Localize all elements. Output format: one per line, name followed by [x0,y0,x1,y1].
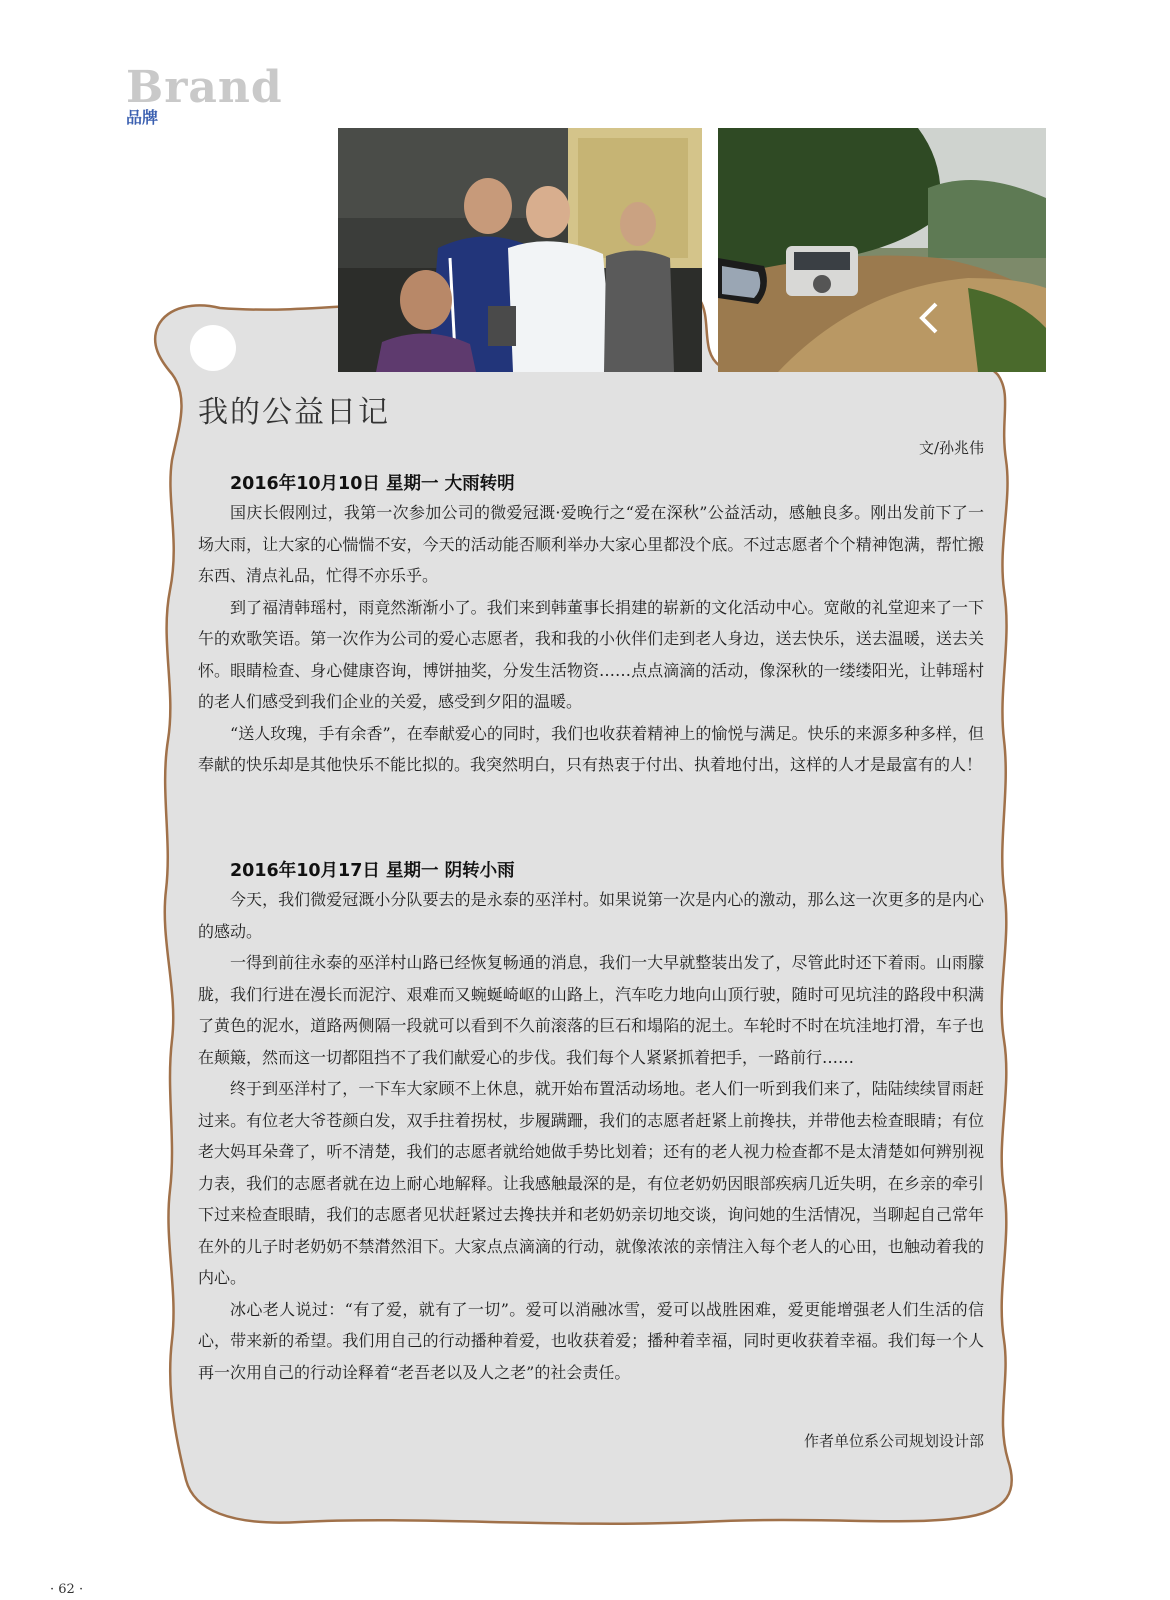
article-title: 我的公益日记 [198,395,390,430]
entry-1-date: 2016年10月10日 星期一 大雨转明 [230,474,515,494]
entry-2-paragraph-1: 今天，我们微爱冠溉小分队要去的是永泰的巫洋村。如果说第一次是内心的激动，那么这一次更多的是内心的感动。 [198,890,984,941]
entry-2-paragraph-4: 冰心老人说过：“有了爱，就有了一切”。爱可以消融冰雪，爱可以战胜困难，爱更能增强老人们生活的信心，带来新的希望。我们用自己的行动播种着爱，也收获着爱；播种着幸福，同时更收获着幸福。我们每一个人再一次用自己的行动诠释着“老吾老以及人之老”的社会责任。 [198,1299,984,1382]
brand-subheading: 品牌 [126,108,159,127]
entry-1-paragraph-3: “送人玫瑰，手有余香”，在奉献爱心的同时，我们也收获着精神上的愉悦与满足。快乐的来源多种多样，但奉献的快乐却是其他快乐不能比拟的。我突然明白，只有热衷于付出、执着地付出，这样的人才是最富有的人！ [198,723,984,774]
decorative-circle [190,325,236,371]
entry-1-paragraph-2: 到了福清韩瑶村，雨竟然渐渐小了。我们来到韩董事长捐建的崭新的文化活动中心。宽敞的礼堂迎来了一下午的欢歌笑语。第一次作为公司的爱心志愿者，我和我的小伙伴们走到老人身边，送去快乐，送去温暖，送去关怀。眼睛检查、身心健康咨询，博饼抽奖，分发生活物资……点点滴滴的活动，像深秋的一缕缕阳光，让韩瑶村的老人们感受到我们企业的关爱，感受到夕阳的温暖。 [198,597,984,711]
photo-eye-exam [338,128,702,372]
photo-mountain-road [718,128,1046,372]
page-number: · 62 · [50,1582,84,1597]
author-affiliation: 作者单位系公司规划设计部 [803,1432,984,1450]
entry-1-body [198,497,984,781]
brand-heading: Brand [126,62,283,113]
entry-1-paragraph-1: 国庆长假刚过，我第一次参加公司的微爱冠溉·爱晚行之“爱在深秋”公益活动，感触良多。刚出发前下了一场大雨，让大家的心惴惴不安，今天的活动能否顺利举办大家心里都没个底。不过志愿者个个精神饱满，帮忙搬东西、清点礼品，忙得不亦乐乎。 [198,503,984,585]
entry-2-date: 2016年10月17日 星期一 阴转小雨 [230,861,515,881]
article-author: 文/孙兆伟 [918,439,984,457]
entry-2-paragraph-2: 一得到前往永泰的巫洋村山路已经恢复畅通的消息，我们一大早就整装出发了，尽管此时还下着雨。山雨朦胧，我们行进在漫长而泥泞、艰难而又蜿蜒崎岖的山路上，汽车吃力地向山顶行驶，随时可见坑洼的路段中积满了黄色的泥水，道路两侧隔一段就可以看到不久前滚落的巨石和塌陷的泥土。车轮时不时在坑洼地打滑，车子也在颠簸，然而这一切都阻挡不了我们献爱心的步伐。我们每个人紧紧抓着把手，一路前行…… [198,953,984,1067]
entry-2-body [198,884,984,1388]
entry-2-paragraph-3: 终于到巫洋村了，一下车大家顾不上休息，就开始布置活动场地。老人们一听到我们来了，陆陆续续冒雨赶过来。有位老大爷苍颜白发，双手拄着拐杖，步履蹒跚，我们的志愿者赶紧上前搀扶，并带他去检查眼睛；有位老大妈耳朵聋了，听不清楚，我们的志愿者就给她做手势比划着；还有的老人视力检查都不是太清楚如何辨别视力表，我们的志愿者就在边上耐心地解释。让我感触最深的是，有位老奶奶因眼部疾病几近失明，在乡亲的牵引下过来检查眼睛，我们的志愿者见状赶紧过去搀扶并和老奶奶亲切地交谈，询问她的生活情况，当聊起自己常年在外的儿子时老奶奶不禁潸然泪下。大家点点滴滴的行动，就像浓浓的亲情注入每个老人的心田，也触动着我的内心。 [198,1079,984,1287]
